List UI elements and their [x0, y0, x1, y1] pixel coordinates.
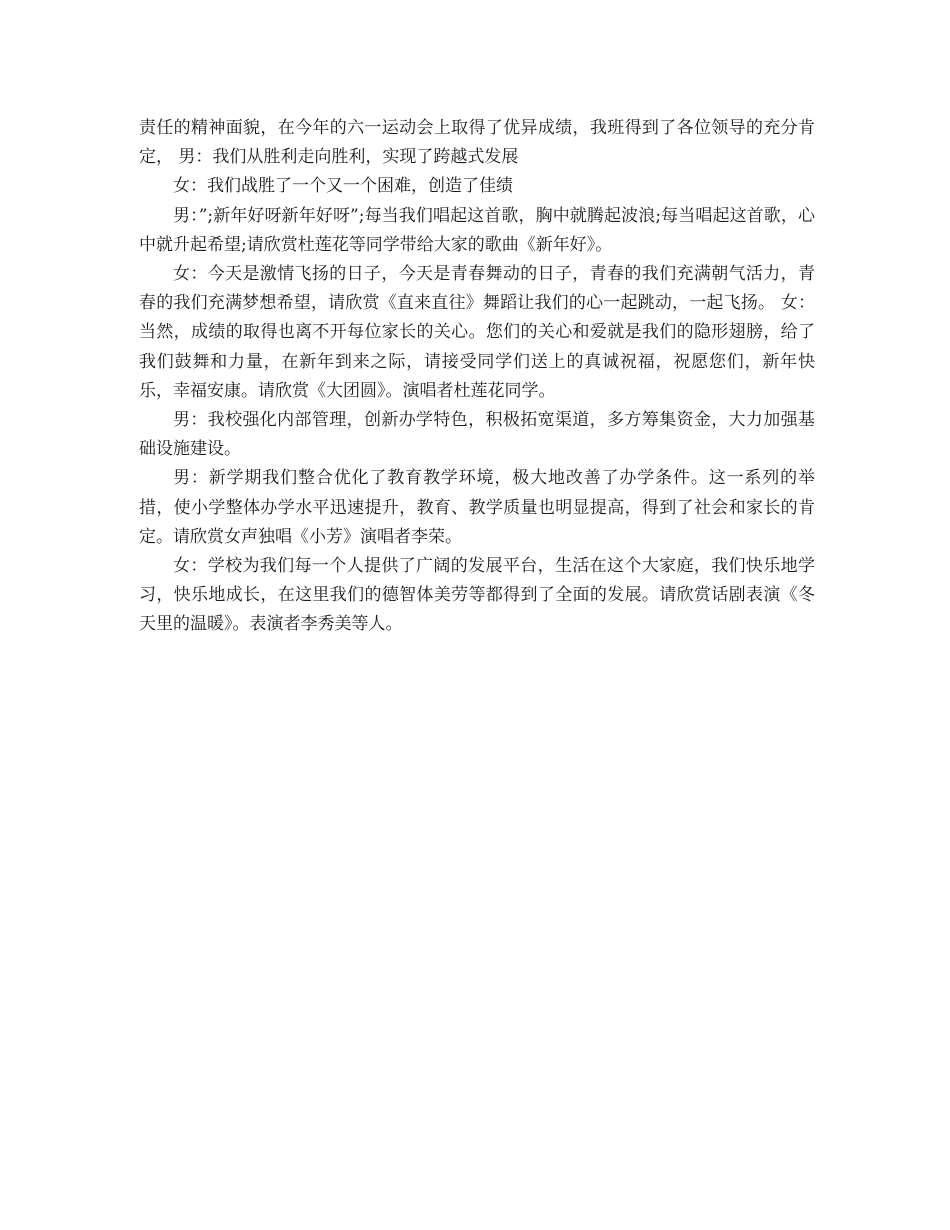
paragraph-3: 男：”;新年好呀新年好呀”;每当我们唱起这首歌，胸中就腾起波浪;每当唱起这首歌，心中就升起希望;请欣赏杜莲花等同学带给大家的歌曲《新年好》。 [139, 205, 815, 255]
paragraph-7: 女：学校为我们每一个人提供了广阔的发展平台，生活在这个大家庭，我们快乐地学习，快乐地成长，在这里我们的德智体美劳等都得到了全面的发展。请欣赏话剧表演《冬天里的温暖》。表演者李秀美等人。 [139, 556, 815, 635]
paragraph-5: 男：我校强化内部管理，创新办学特色，积极拓宽渠道，多方筹集资金，大力加强基础设施建设。 [139, 410, 815, 460]
paragraph-1: 责任的精神面貌，在今年的六一运动会上取得了优异成绩，我班得到了各位领导的充分肯定， 男：我们从胜利走向胜利，实现了跨越式发展 [139, 118, 815, 168]
document-body [139, 114, 815, 640]
paragraph-2: 女：我们战胜了一个又一个困难，创造了佳绩 [173, 176, 513, 197]
paragraph-6: 男：新学期我们整合优化了教育教学环境，极大地改善了办学条件。这一系列的举措，使小学整体办学水平迅速提升，教育、教学质量也明显提高，得到了社会和家长的肯定。请欣赏女声独唱《小芳》演唱者李荣。 [139, 468, 815, 547]
paragraph-4: 女：今天是激情飞扬的日子，今天是青春舞动的日子，青春的我们充满朝气活力，青春的我们充满梦想希望，请欣赏《直来直往》舞蹈让我们的心一起跳动，一起飞扬。 女：当然，成绩的取得也离不开每位家长的关心。您们的关心和爱就是我们的隐形翅膀，给了我们鼓舞和力量，在新年到来之际，请接受同学们送上的真诚祝福，祝愿您们，新年快乐，幸福安康。请欣赏《大团圆》。演唱者杜莲花同学。 [139, 264, 815, 401]
